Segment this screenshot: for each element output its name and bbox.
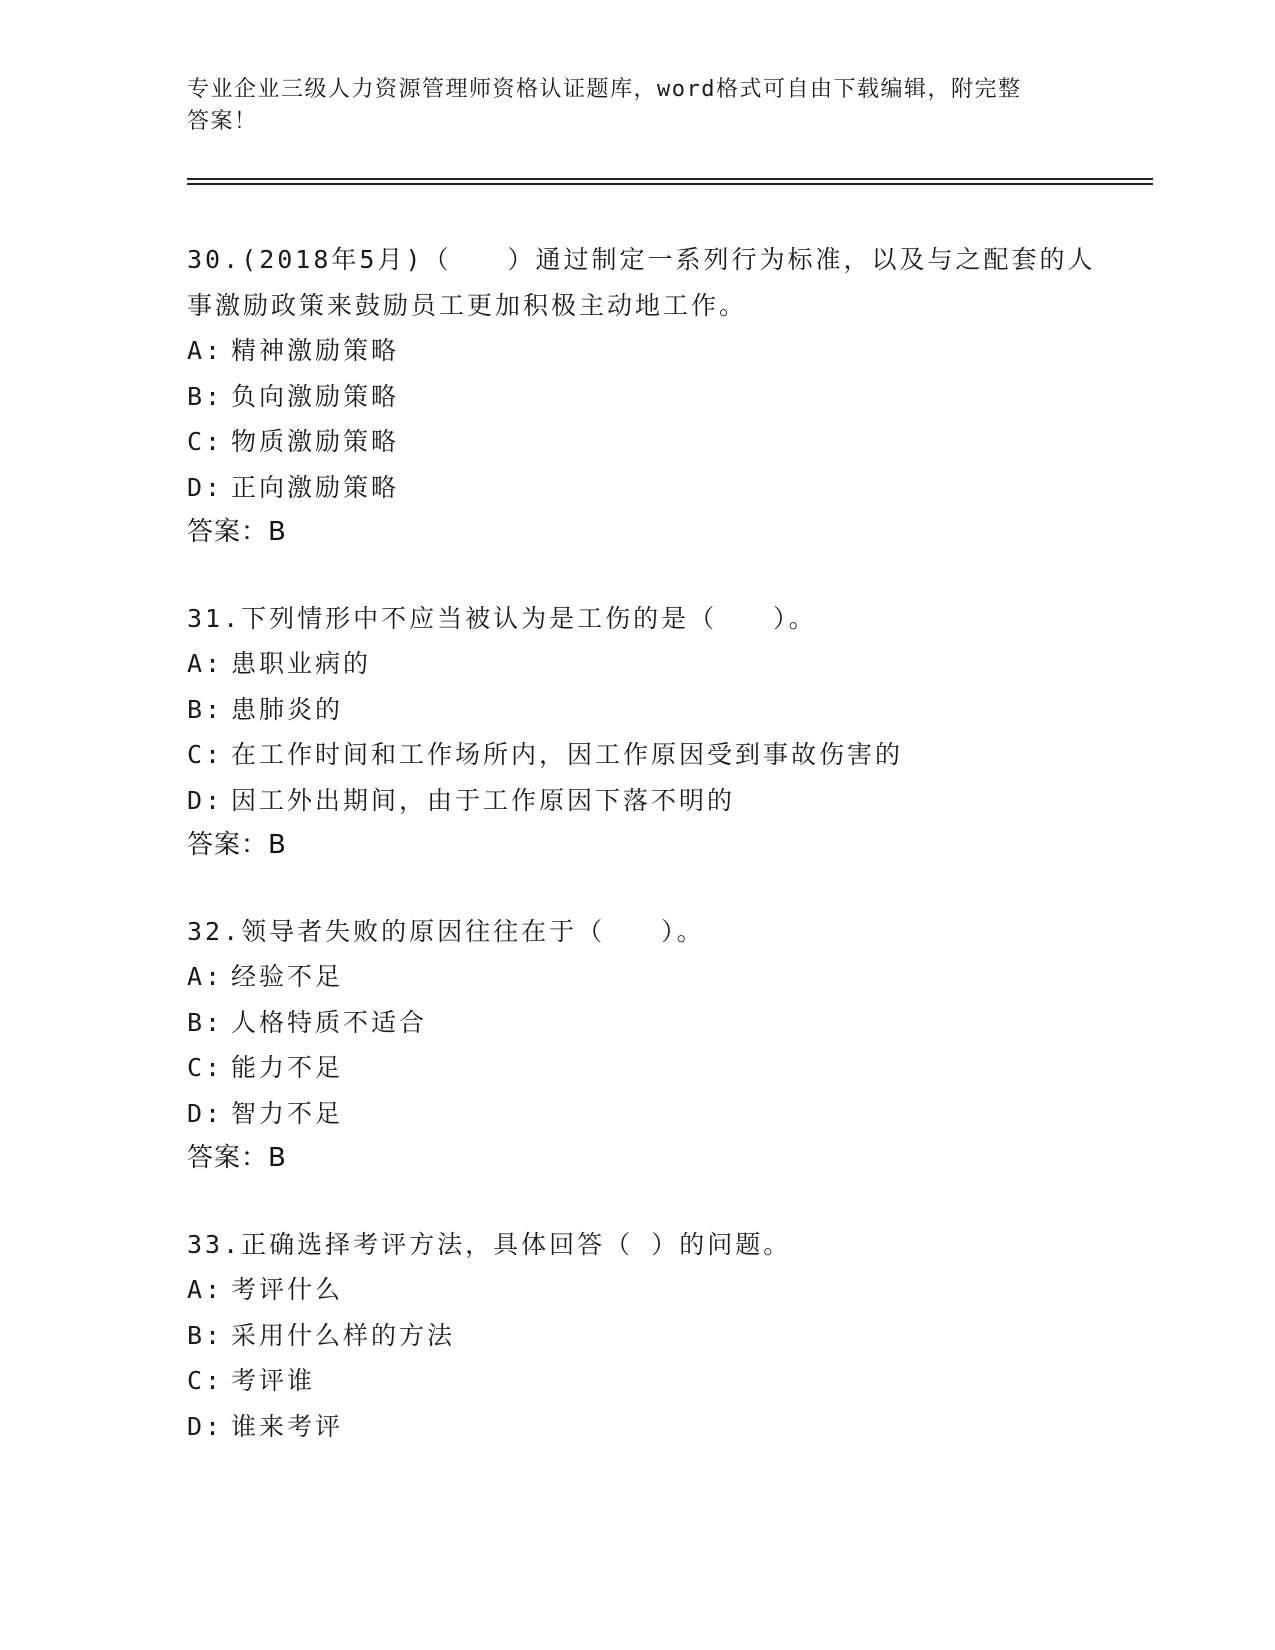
answer-line: 答案：B bbox=[187, 830, 287, 860]
option-key: A: bbox=[187, 1275, 224, 1304]
option-text: 谁来考评 bbox=[231, 1411, 344, 1441]
option-key: C: bbox=[187, 427, 224, 456]
option-key: B: bbox=[187, 694, 224, 724]
option-text: 患肺炎的 bbox=[231, 694, 344, 724]
option-c bbox=[187, 732, 1117, 778]
option-a bbox=[187, 641, 1117, 687]
option-key: B: bbox=[187, 1320, 224, 1350]
question-list bbox=[187, 237, 1117, 1489]
option-b bbox=[187, 1313, 1117, 1359]
header-line-1: 专业企业三级人力资源管理师资格认证题库，word格式可自由下载编辑，附完整 bbox=[187, 77, 1022, 102]
option-key: D: bbox=[187, 785, 224, 815]
option-text: 人格特质不适合 bbox=[231, 1007, 428, 1037]
option-text: 考评谁 bbox=[231, 1366, 316, 1395]
option-key: C: bbox=[187, 1053, 224, 1082]
answer-line: 答案：B bbox=[187, 517, 287, 547]
question-stem: 32.领导者失败的原因往往在于（ ）。 bbox=[187, 916, 705, 946]
option-text: 正向激励策略 bbox=[231, 472, 400, 502]
question-stem: 33.正确选择考评方法，具体回答（ ）的问题。 bbox=[187, 1229, 792, 1259]
option-a bbox=[187, 328, 1117, 374]
option-c bbox=[187, 1358, 1117, 1404]
option-c bbox=[187, 419, 1117, 465]
option-d bbox=[187, 1404, 1117, 1450]
option-text: 因工外出期间，由于工作原因下落不明的 bbox=[231, 785, 736, 815]
option-key: D: bbox=[187, 1411, 224, 1441]
option-d bbox=[187, 1091, 1117, 1137]
option-b bbox=[187, 374, 1117, 420]
option-key: A: bbox=[187, 336, 224, 365]
option-d bbox=[187, 778, 1117, 824]
option-a bbox=[187, 1267, 1117, 1313]
option-text: 智力不足 bbox=[231, 1098, 344, 1128]
question-32 bbox=[187, 909, 1117, 1182]
question-stem: 31.下列情形中不应当被认为是工伤的是（ ）。 bbox=[187, 603, 817, 633]
option-key: C: bbox=[187, 740, 224, 769]
option-key: D: bbox=[187, 1098, 224, 1128]
question-stem: 30.(2018年5月)（ ）通过制定一系列行为标准，以及与之配套的人事激励政策来鼓励员工更加积极主动地工作。 bbox=[187, 245, 1096, 320]
header-line-2: 答案！ bbox=[187, 109, 258, 134]
question-30 bbox=[187, 237, 1117, 556]
option-key: B: bbox=[187, 1007, 224, 1037]
option-text: 精神激励策略 bbox=[231, 336, 400, 365]
answer-line: 答案：B bbox=[187, 1143, 287, 1173]
option-d bbox=[187, 465, 1117, 511]
option-key: A: bbox=[187, 649, 224, 678]
option-text: 能力不足 bbox=[231, 1053, 344, 1082]
option-key: C: bbox=[187, 1366, 224, 1395]
option-text: 在工作时间和工作场所内，因工作原因受到事故伤害的 bbox=[231, 740, 904, 769]
option-a bbox=[187, 954, 1117, 1000]
option-text: 负向激励策略 bbox=[231, 381, 400, 411]
option-text: 采用什么样的方法 bbox=[231, 1320, 456, 1350]
option-key: A: bbox=[187, 962, 224, 991]
option-text: 考评什么 bbox=[231, 1275, 344, 1304]
option-key: D: bbox=[187, 472, 224, 502]
document-header bbox=[187, 74, 1087, 138]
header-divider-top bbox=[187, 178, 1153, 180]
question-31 bbox=[187, 596, 1117, 869]
option-key: B: bbox=[187, 381, 224, 411]
option-b bbox=[187, 1000, 1117, 1046]
option-b bbox=[187, 687, 1117, 733]
option-text: 物质激励策略 bbox=[231, 427, 400, 456]
option-text: 经验不足 bbox=[231, 962, 344, 991]
option-text: 患职业病的 bbox=[231, 649, 372, 678]
option-c bbox=[187, 1045, 1117, 1091]
question-33 bbox=[187, 1222, 1117, 1450]
header-divider-bottom bbox=[187, 183, 1153, 185]
